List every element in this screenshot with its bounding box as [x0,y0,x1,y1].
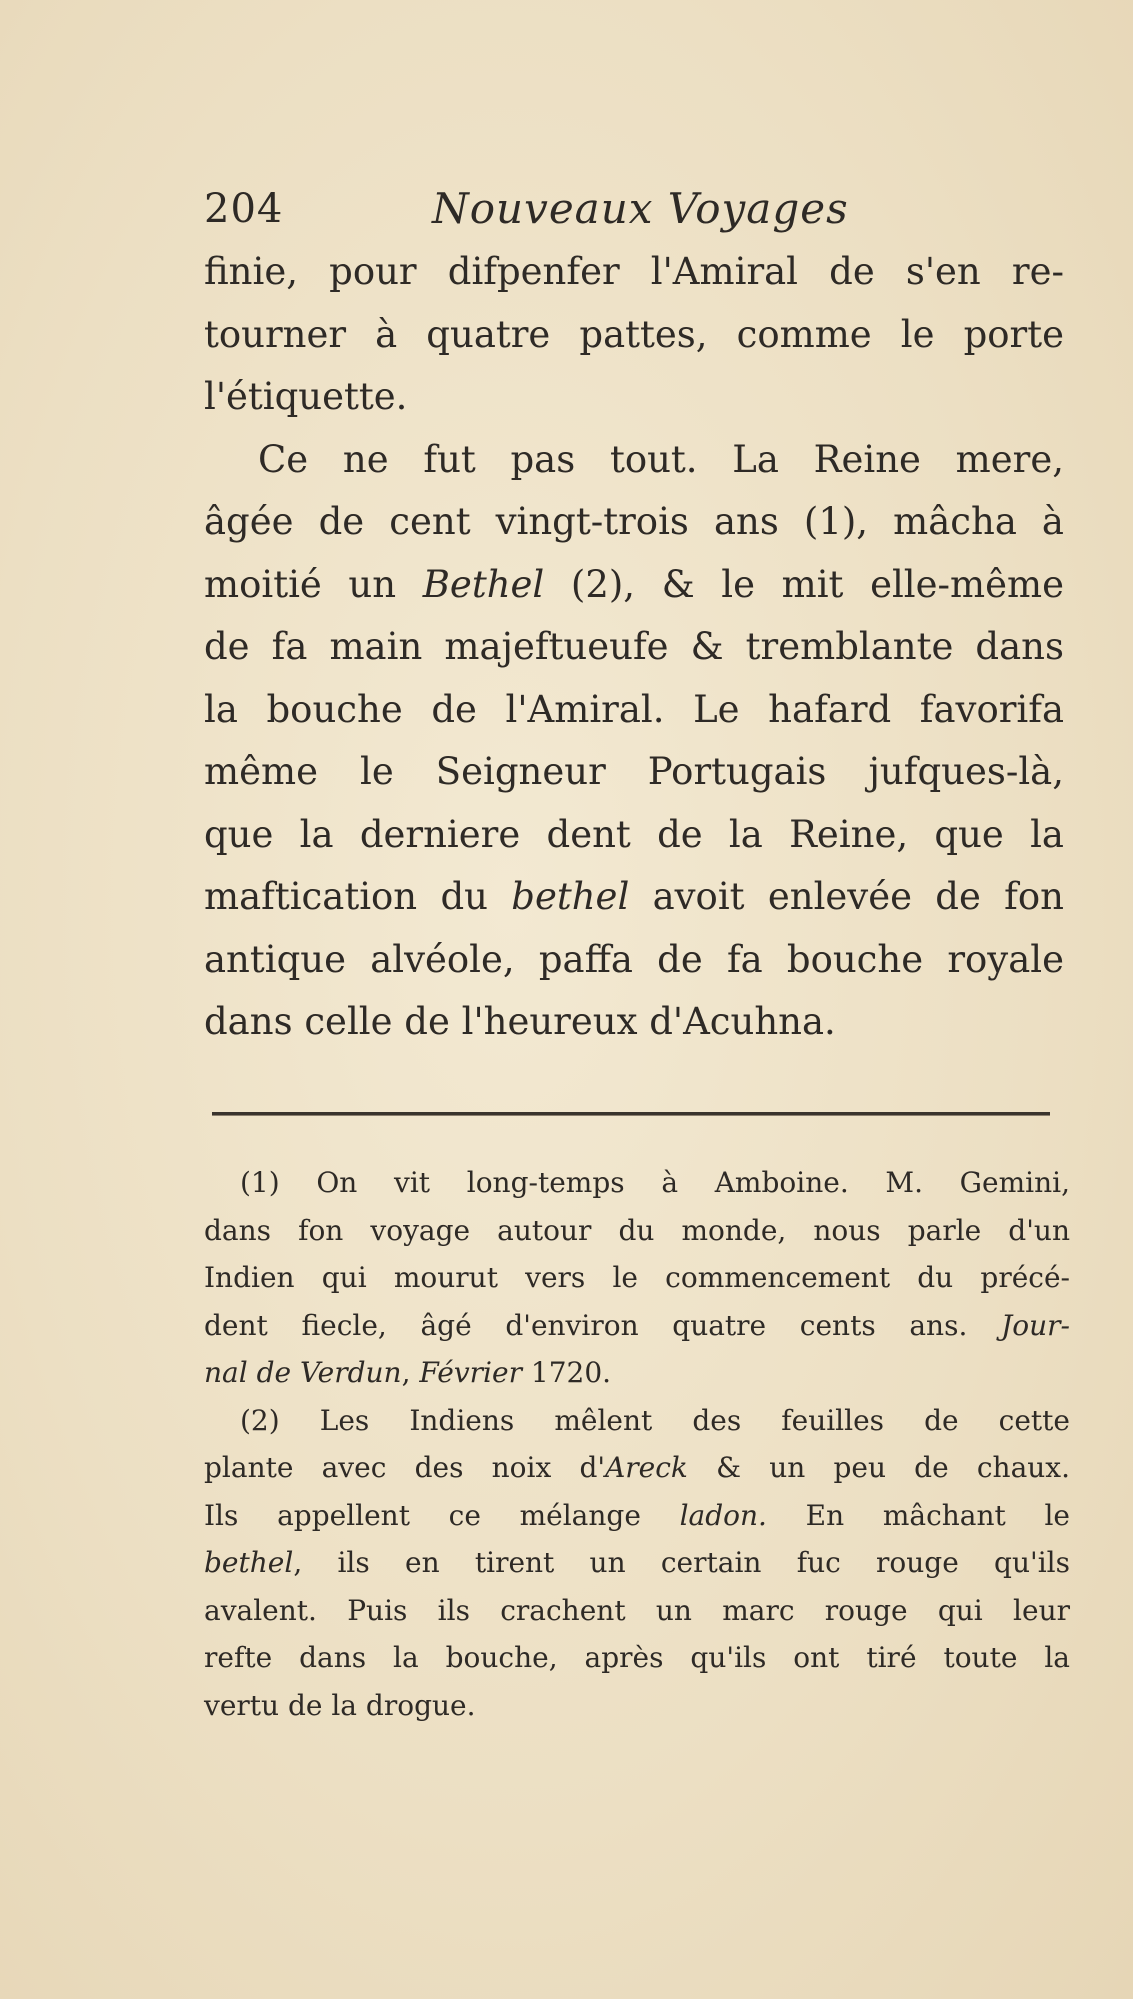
text-span: avoit enlevée de fon [629,875,1064,918]
italic-term: ladon. [679,1498,767,1532]
footnote-line [204,1349,1070,1397]
text-line: même le Seigneur Portugais jufques-là, [204,750,1064,793]
text-span: plante avec des noix d' [204,1451,606,1484]
footnote-line [204,1492,1070,1540]
footnote-line: avalent. Puis ils crachent un marc rouge qui leur [204,1593,1070,1627]
italic-term: bethel [204,1546,294,1579]
footnote-line: vertu de la drogue. [204,1688,476,1722]
text-line: tourner à quatre pattes, comme le porte [204,312,1064,356]
italic-term: Bethel [422,562,545,606]
footnote-line [204,1302,1070,1350]
footnote-line [204,1539,1070,1587]
footnote-line: Indien qui mourut vers le commencement du précé- [204,1261,1070,1294]
italic-term: Areck [605,1451,688,1484]
footnote-line: dans fon voyage autour du monde, nous parle d'un [204,1213,1070,1247]
text-span: Ils appellent ce mélange [204,1498,680,1532]
footnote-line: (1) On vit long-temps à Amboine. M. Gemini, [240,1166,1070,1199]
text-span: 1720. [521,1356,612,1389]
footnote-line [204,1444,1070,1492]
text-span: (2), & le mit elle-même [544,562,1064,606]
text-line [204,866,1064,929]
page-number: 204 [204,186,284,232]
italic-term: Février [419,1356,522,1389]
text-line: l'étiquette. [204,375,408,418]
text-line: la bouche de l'Amiral. Le hafard favorifa [204,687,1064,731]
italic-term: nal de Verdun [204,1356,402,1389]
text-span: maftication du [204,875,512,918]
text-span: dent fiecle, âgé d'environ quatre cents ans. [204,1308,1002,1342]
text-line: antique alvéole, paffa de fa bouche royale [204,937,1064,981]
text-line: âgée de cent vingt-trois ans (1), mâcha à [204,500,1064,543]
main-text-block [204,241,1064,1054]
text-line: finie, pour difpenfer l'Amiral de s'en re- [204,250,1064,293]
text-span: , ils en tirent un certain fuc rouge qu'ils [293,1546,1070,1579]
italic-term: Jour- [1001,1308,1070,1342]
running-title: Nouveaux Voyages [432,184,849,233]
page-header [204,186,1084,246]
text-line [204,554,1064,617]
text-line: dans celle de l'heureux d'Acuhna. [204,1000,836,1043]
text-span: & un peu de chaux. [687,1451,1070,1484]
text-span: moitié un [204,562,423,606]
footnotes-block [204,1159,1070,1729]
text-span: , [401,1356,420,1389]
footnote-divider [212,1112,1050,1115]
text-span: En mâchant le [766,1498,1070,1532]
italic-term: bethel [511,875,630,918]
footnote-line: (2) Les Indiens mêlent des feuilles de cette [240,1403,1070,1437]
footnote-line: refte dans la bouche, après qu'ils ont tiré toute la [204,1641,1070,1674]
text-line: que la derniere dent de la Reine, que la [204,812,1064,856]
text-line: de fa main majeftueufe & tremblante dans [204,625,1064,668]
text-line: Ce ne fut pas tout. La Reine mere, [258,437,1064,481]
